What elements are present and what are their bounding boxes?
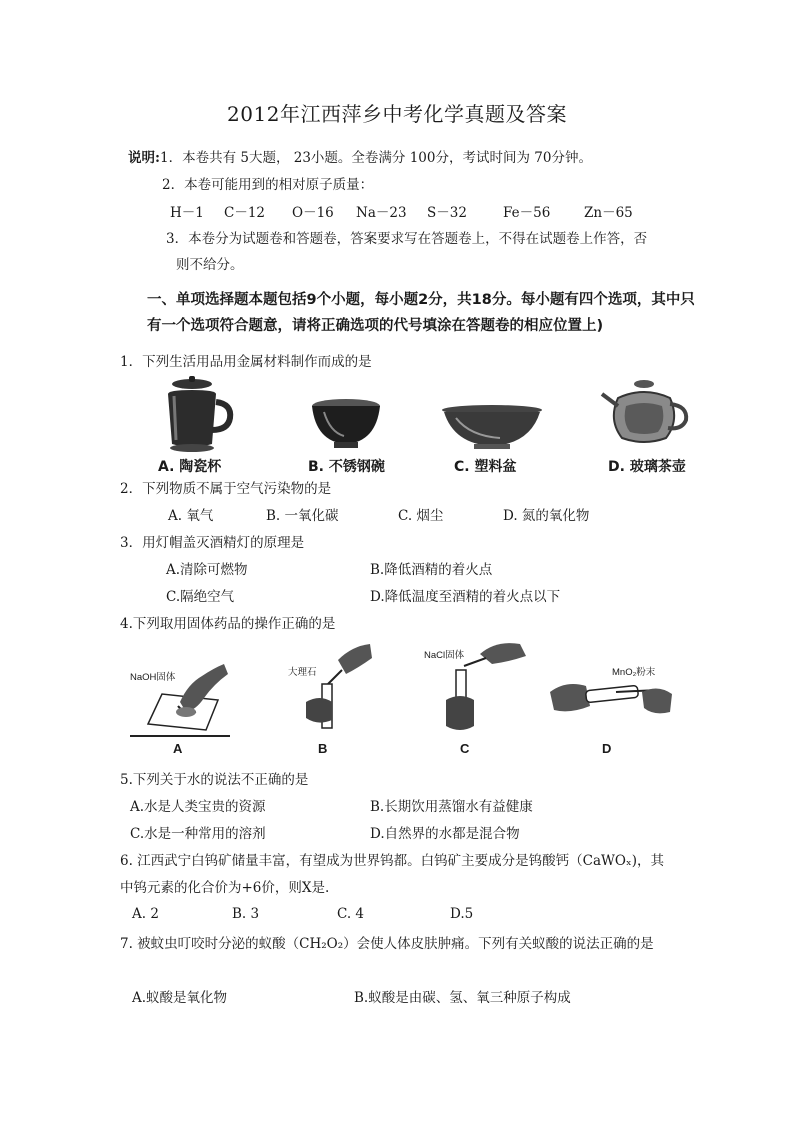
notes-line3b: 则不给分。: [176, 257, 244, 273]
atomic-mass-6: Zn－65: [584, 205, 633, 221]
q7-option-a: A.蚁酸是氧化物: [132, 990, 228, 1006]
q7-option-b: B.蚁酸是由碳、氢、氧三种原子构成: [354, 990, 571, 1006]
q7-stem: 7. 被蚊虫叮咬时分泌的蚁酸（CH₂O₂）会使人体皮肤肿痛。下列有关蚁酸的说法正确的是: [120, 936, 654, 952]
q3-option-a: A.清除可燃物: [166, 562, 248, 578]
q2-stem: 2．下列物质不属于空气污染物的是: [120, 481, 332, 497]
q4-figure-a: [130, 654, 230, 738]
notes-text-1: 1．本卷共有 5大题， 23小题。全卷满分 100分，考试时间为 70分钟。: [159, 150, 592, 166]
q3-option-b: B.降低酒精的着火点: [370, 562, 493, 578]
q3-option-d: D.降低温度至酒精的着火点以下: [370, 589, 561, 605]
q4-stem: 4.下列取用固体药品的操作正确的是: [120, 616, 336, 632]
q5-option-c: C.水是一种常用的溶剂: [130, 826, 266, 842]
q1-stem: 1．下列生活用品用金属材料制作而成的是: [120, 354, 372, 370]
q4-label-nacl: NaCl固体: [424, 650, 465, 661]
q5-option-a: A.水是人类宝贵的资源: [130, 799, 266, 815]
ceramic-cup-image: [158, 374, 238, 456]
atomic-mass-3: Na－23: [356, 205, 407, 221]
notes-line3a: 3．本卷分为试题卷和答题卷，答案要求写在答题卷上，不得在试题卷上作答，否: [166, 231, 648, 247]
atomic-mass-5: Fe－56: [503, 205, 551, 221]
q1-caption-c: C. 塑料盆: [454, 459, 517, 475]
q4-letter-a: A: [173, 741, 183, 756]
notes-label: 说明:: [128, 150, 160, 166]
page-title: 2012年江西萍乡中考化学真题及答案: [227, 102, 567, 126]
q3-stem: 3．用灯帽盖灭酒精灯的原理是: [120, 535, 305, 551]
q3-option-c: C.隔绝空气: [166, 589, 235, 605]
atomic-mass-0: H－1: [170, 205, 204, 221]
q4-label-naoh: NaOH固体: [130, 672, 176, 683]
q4-letter-b: B: [318, 741, 328, 756]
steel-bowl-image: [310, 398, 382, 454]
q2-option-d: D. 氮的氧化物: [503, 508, 590, 524]
q5-stem: 5.下列关于水的说法不正确的是: [120, 772, 309, 788]
q6-option-b: B. 3: [232, 906, 260, 922]
q2-option-a: A. 氧气: [168, 508, 214, 524]
atomic-mass-4: S－32: [427, 205, 467, 221]
notes-line1: [128, 146, 592, 166]
q2-option-b: B. 一氧化碳: [266, 508, 339, 524]
notes-line2: 2．本卷可能用到的相对原子质量：: [162, 177, 374, 193]
q1-caption-d: D. 玻璃茶壶: [608, 459, 686, 475]
q6-option-c: C. 4: [337, 906, 365, 922]
atomic-mass-1: C－12: [224, 205, 266, 221]
q5-option-b: B.长期饮用蒸馏水有益健康: [370, 799, 533, 815]
q2-option-c: C. 烟尘: [398, 508, 444, 524]
q4-label-marble: 大理石: [288, 667, 317, 678]
q4-figure-b: [292, 640, 372, 736]
glass-teapot-image: [596, 376, 692, 448]
q5-option-d: D.自然界的水都是混合物: [370, 826, 520, 842]
section1-line2: 有一个选项符合题意，请将正确选项的代号填涂在答题卷的相应位置上): [147, 318, 604, 334]
q1-caption-a: A. 陶瓷杯: [158, 459, 222, 475]
plastic-basin-image: [440, 404, 544, 454]
q4-letter-c: C: [460, 741, 470, 756]
q6-stem-1: 6. 江西武宁白钨矿储量丰富，有望成为世界钨都。白钨矿主要成分是钨酸钙（CaWOₓ)，其: [120, 853, 664, 869]
q6-option-d: D.5: [450, 906, 474, 922]
q6-option-a: A. 2: [132, 906, 159, 922]
q4-figure-c: [440, 640, 530, 738]
q6-stem-2: 中钨元素的化合价为+6价，则X是.: [120, 880, 330, 896]
atomic-mass-2: O－16: [292, 205, 334, 221]
q4-figure-d: [546, 672, 676, 734]
q4-letter-d: D: [602, 741, 612, 756]
q4-label-mno2: MnO₂粉末: [612, 667, 656, 678]
q1-caption-b: B. 不锈钢碗: [308, 459, 385, 475]
section1-line1: 一、单项选择题本题包括9个小题，每小题2分，共18分。每小题有四个选项，其中只: [147, 292, 695, 308]
